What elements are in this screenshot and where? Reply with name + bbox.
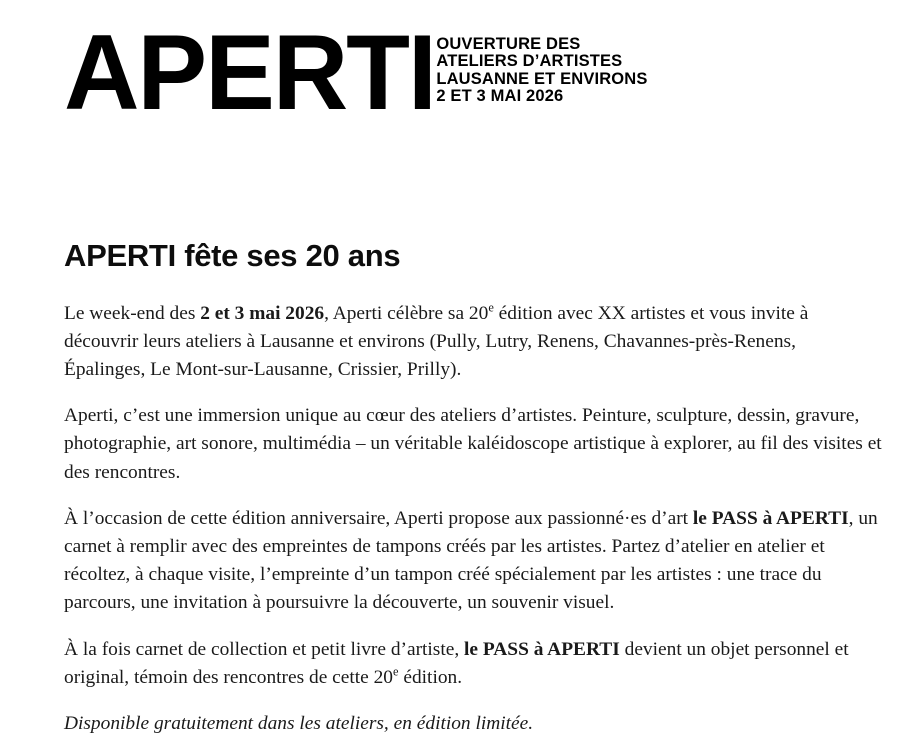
text-run: édition. [398,666,463,688]
text-run: Disponible gratuitement dans les ateliers, en édition limitée. [64,713,534,735]
paragraph-p1 [64,300,882,385]
paragraph-p3 [64,505,882,618]
text-run: , un carnet à remplir avec des empreintes de tampons créés par les artistes. Partez d’atelier en atelier et récoltez, à chaque visite, l’empreinte d’un tampon créé spécialement par les artistes : une trace du parcours, une invitation à poursuivre la découverte, un souvenir visuel. [64,507,878,614]
text-run: Le week-end des [64,302,201,324]
paragraph-p4 [64,636,882,692]
text-run: À la fois carnet de collection et petit livre d’artiste, [64,638,465,660]
masthead-subtitle [426,22,647,105]
emphasis-text: le PASS à APERTI [464,638,620,660]
emphasis-text: le PASS à APERTI [692,507,849,529]
masthead-subtitle-line-4: 2 ET 3 MAI 2026 [436,86,564,105]
text-run: Aperti, c’est une immersion unique au cœur des ateliers d’artistes. Peinture, sculpture, dessin, gravure, photographie, art sonore, multimédia – un véritable kaléidoscope artistique à explorer, au fil des visites et des rencontres. [64,405,882,483]
ordinal-superscript: e [488,300,494,315]
aperti-wordmark: APERTI [64,13,435,133]
text-run: , Aperti célèbre sa 20 [324,302,489,324]
emphasis-text: 2 et 3 mai 2026 [200,302,325,324]
masthead-subtitle-line-3: LAUSANNE ET ENVIRONS [436,69,648,88]
text-run: édition avec XX artistes et vous invite à découvrir leurs ateliers à Lausanne et environs (Pully, Lutry, Renens, Chavannes-près-Renens, Épalinges, Le Mont-sur-Lausanne, Crissier, Prilly). [64,302,809,381]
text-run: À l’occasion de cette édition anniversaire, Aperti propose aux passionné·es d’art [64,507,693,529]
article-body [64,238,882,738]
masthead-subtitle-line-1: OUVERTURE DES [436,35,581,53]
article-paragraphs [64,300,882,739]
paragraph-p2 [64,402,882,487]
ordinal-superscript: e [393,664,399,679]
page-title: APERTI fête ses 20 ans [64,238,401,273]
paragraph-p5 [64,710,882,738]
text-run: devient un objet personnel et original, témoin des rencontres de cette 20 [64,638,849,688]
masthead-subtitle-line-2: ATELIERS D’ARTISTES [436,52,623,71]
masthead-lockup [64,13,648,133]
